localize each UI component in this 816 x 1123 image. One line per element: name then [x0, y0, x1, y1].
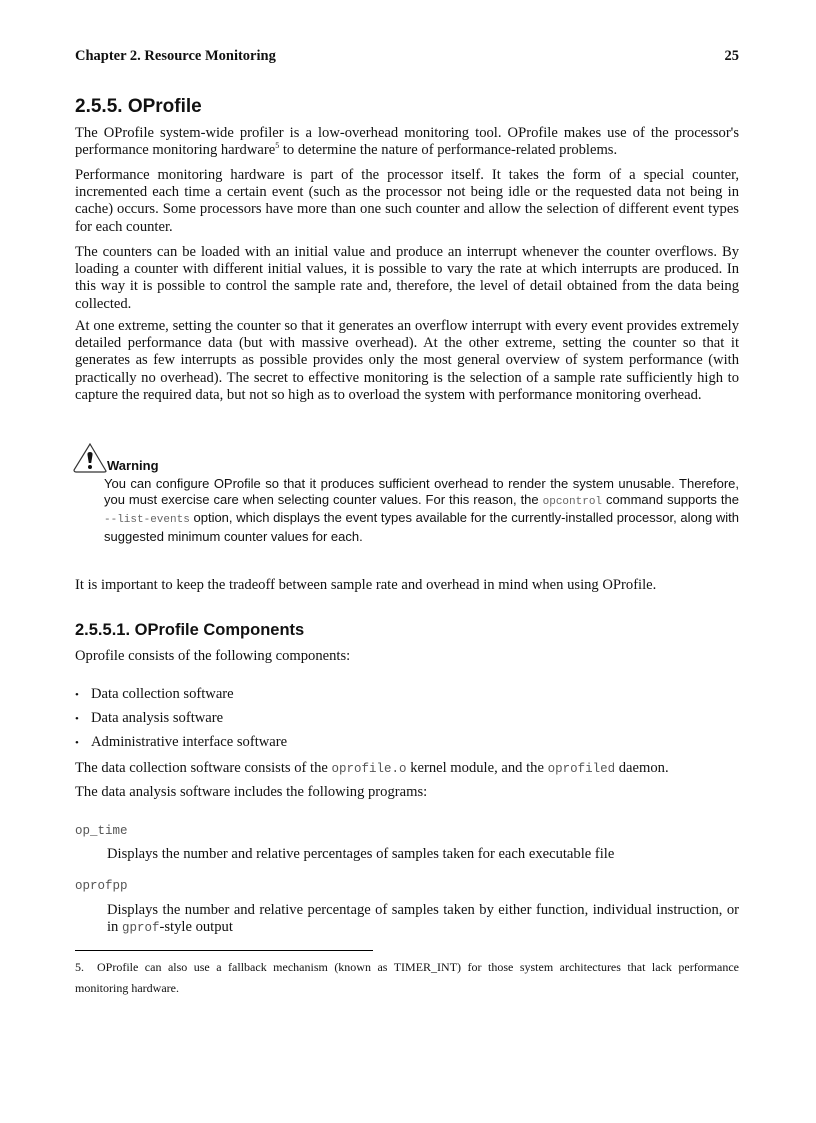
definition-oprofpp — [107, 902, 739, 937]
footnote-number: 5. — [75, 960, 84, 974]
text-run: daemon. — [615, 760, 669, 776]
footnote-ref[interactable]: 5 — [275, 141, 280, 151]
term-oprofpp: oprofpp — [75, 879, 128, 893]
collection-paragraph — [75, 760, 739, 778]
warning-body — [104, 476, 739, 544]
paragraph-hardware: Performance monitoring hardware is part of the processor itself. It takes the form of a special counter, incremented each time a certain event (such as the processor not being idle or the requested data not being in cache) occurs. Some processors have more than one such counter and allow the selection of different event types for each counter. — [75, 167, 739, 235]
paragraph-intro — [75, 125, 739, 159]
code-oprofile-o: oprofile.o — [331, 762, 407, 776]
text-run: -style output — [159, 919, 233, 935]
section-title: 2.5.5. OProfile — [75, 96, 202, 117]
footnote-divider — [75, 950, 373, 951]
text-run: Displays the number and relative percentage of samples taken by either function, individual instruction, or in — [107, 902, 739, 935]
text-run: You can configure OProfile so that it produces sufficient overhead to render the system unusable. Therefore, you must exercise care when selecting counter values. For this reason, the — [104, 476, 739, 507]
paragraph-extremes: At one extreme, setting the counter so that it generates an overflow interrupt with every event provides extremely detailed performance data (but with massive overhead). At the other extreme, setting the counter so that it generates as few interrupts as possible provides only the most general overview of system performance (with practically no overhead). The secret to effective monitoring is the selection of a sample rate sufficiently high to capture the required data, but not so high as to overload the system with performance monitoring overhead. — [75, 318, 739, 403]
text-run: The data collection software consists of the — [75, 760, 332, 776]
text-run: option, which displays the event types available for the currently-installed processor, along with suggested minimum counter values for each. — [104, 510, 739, 544]
paragraph-tradeoff: It is important to keep the tradeoff between sample rate and overhead in mind when using OProfile. — [75, 577, 657, 593]
chapter-title: Chapter 2. Resource Monitoring — [75, 48, 276, 64]
code-opcontrol: opcontrol — [542, 495, 603, 508]
analysis-intro: The data analysis software includes the following programs: — [75, 784, 428, 800]
list-item: • Data analysis software — [75, 710, 287, 734]
code-gprof: gprof — [122, 921, 160, 935]
components-intro: Oprofile consists of the following components: — [75, 648, 351, 664]
running-header — [75, 48, 739, 65]
warning-triangle-icon — [73, 443, 107, 473]
list-item: • Administrative interface software — [75, 734, 287, 758]
subsection-title: 2.5.5.1. OProfile Components — [75, 621, 305, 639]
footnote-text: OProfile can also use a fallback mechanism (known as TIMER_INT) for those system architectures that lack performance monitoring hardware. — [75, 960, 739, 995]
page-number: 25 — [724, 48, 739, 64]
list-item: • Data collection software — [75, 686, 287, 710]
text-run: command supports the — [602, 491, 739, 507]
text-run: to determine the nature of performance-related problems. — [279, 142, 618, 159]
warning-title: Warning — [107, 458, 159, 473]
paragraph-counters: The counters can be loaded with an initial value and produce an interrupt whenever the counter overflows. By loading a counter with different initial values, it is possible to vary the rate at which interrupts are produced. In this way it is possible to control the sample rate and, therefore, the level of detail obtained from the data being collected. — [75, 244, 739, 312]
definition-op-time: Displays the number and relative percentages of samples taken for each executable file — [107, 846, 615, 862]
components-list — [75, 686, 287, 758]
code-oprofiled: oprofiled — [547, 762, 616, 776]
text-run: The OProfile system-wide profiler is a low-overhead monitoring tool. OProfile makes use of the processor's performance monitoring hardware — [75, 125, 739, 159]
text-run: kernel module, and the — [406, 760, 548, 776]
code-list-events: --list-events — [104, 514, 190, 526]
term-op-time: op_time — [75, 824, 128, 838]
footnote — [75, 957, 739, 999]
